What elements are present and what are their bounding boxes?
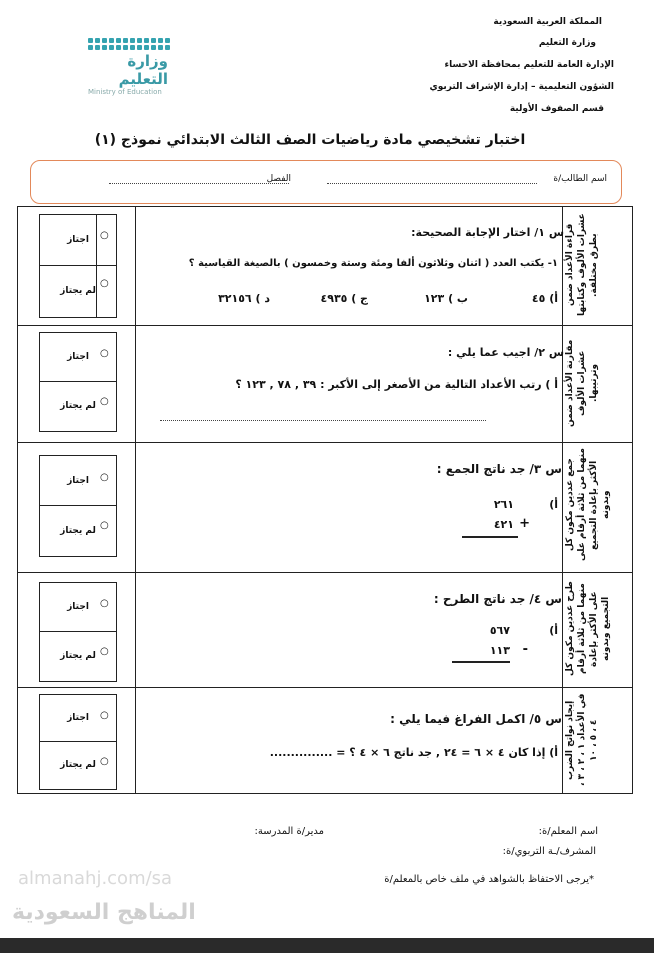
header-line-3: الإدارة العامة للتعليم بمحافظة الاحساء: [444, 60, 614, 70]
pass-radio-1-icon[interactable]: ○: [100, 230, 109, 241]
result-box-4: [39, 582, 117, 682]
result-divider-1: [96, 215, 97, 317]
header-line-2: وزارة التعليم: [538, 38, 596, 48]
footer-note: *يرجى الاحتفاظ بالشواهد في ملف خاص بالمعلم/ة: [384, 874, 594, 885]
fail-label-2: لم يجتاز: [60, 401, 96, 411]
question-1-title: س ١/ اختار الإجابة الصحيحة:: [411, 226, 564, 239]
question-3-result-line: [462, 536, 518, 538]
pass-radio-5-icon[interactable]: ○: [100, 710, 109, 721]
header-line-4: الشؤون التعليمية – إدارة الإشراف التربوي: [429, 82, 614, 92]
page-title: اختبار تشخيصي مادة رياضيات الصف الثالث الابتدائي نموذج (١): [94, 132, 526, 148]
skill-label-2: مقارنة الأعداد ضمن عشرات الألوف وترتيبها.: [565, 339, 599, 427]
class-field[interactable]: [109, 183, 289, 184]
question-1-option-a[interactable]: أ) ٤٥: [531, 292, 558, 305]
watermark-site: almanahj.com/sa: [18, 868, 173, 889]
student-name-field[interactable]: [327, 183, 537, 184]
divider-result: [135, 207, 136, 793]
result-box-2: [39, 332, 117, 432]
class-label: الفصل: [266, 174, 291, 184]
question-1-body: ١- يكتب العدد ( اثنان وثلاثون ألفا ومئة وستة وخمسون ) بالصيغة القياسية ؟: [188, 258, 558, 269]
skill-label-1: قراءة الأعداد ضمن عشرات الألوف وكتابتها بطرق مختلفة.: [565, 213, 599, 317]
fail-radio-1-icon[interactable]: ○: [100, 278, 109, 289]
pass-radio-4-icon[interactable]: ○: [100, 598, 109, 609]
row-divider-4: [18, 687, 632, 688]
fail-label-5: لم يجتاز: [60, 760, 96, 770]
fail-radio-5-icon[interactable]: ○: [100, 756, 109, 767]
logo-english: Ministry of Education: [88, 88, 162, 96]
row-divider-2: [18, 442, 632, 443]
question-2-body: أ ) رتب الأعداد التالية من الأصغر إلى الأكبر : ٣٩ , ٧٨ , ١٢٣ ؟: [235, 378, 558, 391]
question-4-top-number: ٥٦٧: [489, 624, 510, 637]
pass-label-4: اجتاز: [67, 602, 89, 612]
result-box-3: [39, 455, 117, 557]
question-1-option-c[interactable]: ج ) ٤٩٣٥: [320, 292, 368, 305]
skill-label-5: إيجاد نواتج الضرب في الأعداد ١ ، ٢ ، ٣ ، ٤ ، ٥ ، ١٠: [565, 693, 599, 787]
student-info-box: [30, 160, 622, 204]
fail-radio-3-icon[interactable]: ○: [100, 520, 109, 531]
fail-radio-2-icon[interactable]: ○: [100, 396, 109, 407]
divider-skill: [562, 207, 563, 793]
question-1-option-b[interactable]: ب ) ١٢٣: [424, 292, 468, 305]
question-4-label: أ): [549, 624, 558, 637]
question-3-label: أ): [549, 498, 558, 511]
fail-radio-4-icon[interactable]: ○: [100, 646, 109, 657]
header-line-5: قسم الصفوف الأولية: [509, 104, 604, 114]
question-5-body: أ) إذا كان ٤ × ٦ = ٢٤ , جد ناتج ٦ × ٤ ؟ = ...............: [269, 746, 558, 759]
row-divider-1: [18, 325, 632, 326]
question-2-answer-line[interactable]: [160, 420, 486, 421]
logo-mark-icon: [88, 38, 168, 50]
question-4-operator: -: [522, 642, 528, 657]
question-3-title: س ٣/ جد ناتج الجمع :: [436, 462, 562, 476]
bottom-bar: [0, 938, 654, 953]
logo-arabic: وزارة التعليم: [118, 52, 168, 88]
pass-label-1: اجتاز: [67, 235, 89, 245]
question-4-bottom-number: ١١٣: [489, 644, 510, 657]
result-box-5: [39, 694, 117, 790]
teacher-name-label: اسم المعلم/ة:: [538, 826, 598, 837]
supervisor-label: المشرف/ـة التربوي/ة:: [502, 846, 596, 857]
question-4-result-line: [452, 661, 510, 663]
header-block: [394, 12, 614, 120]
question-2-title: س ٢/ اجيب عما يلي :: [447, 346, 564, 359]
question-1-option-d[interactable]: د ) ٣٢١٥٦: [218, 292, 270, 305]
question-3-bottom-number: ٤٢١: [493, 518, 514, 531]
question-3-top-number: ٢٦١: [493, 498, 514, 511]
question-5-title: س ٥/ اكمل الفراغ فيما يلي :: [390, 712, 562, 726]
fail-label-1: لم يجتاز: [60, 286, 96, 296]
fail-label-4: لم يجتاز: [60, 651, 96, 661]
principal-label: مدير/ة المدرسة:: [254, 826, 324, 837]
watermark-arabic: المناهج السعودية: [12, 900, 196, 925]
student-name-label: اسم الطالب/ة: [553, 174, 607, 184]
pass-label-3: اجتاز: [67, 475, 89, 486]
header-line-1: المملكة العربية السعودية: [493, 17, 602, 27]
skill-label-4: طرح عددين مكون كل منهما من ثلاثة أرقام على الأكثر بإعادة التجميع وبدونه: [565, 581, 611, 677]
skill-label-3: جمع عددين مكون كل منهما من ثلاثة أرقام على الأكثر بإعادة التجميع وبدونه: [565, 448, 611, 562]
pass-radio-3-icon[interactable]: ○: [100, 472, 109, 483]
pass-radio-2-icon[interactable]: ○: [100, 348, 109, 359]
fail-cell-1[interactable]: [40, 266, 116, 316]
pass-label-5: اجتاز: [67, 713, 89, 723]
pass-label-2: اجتاز: [67, 352, 89, 362]
ministry-logo: [88, 38, 168, 96]
row-divider-3: [18, 572, 632, 573]
fail-label-3: لم يجتاز: [60, 525, 96, 536]
question-3-operator: +: [519, 516, 530, 531]
question-4-title: س ٤/ جد ناتج الطرح :: [433, 592, 562, 606]
